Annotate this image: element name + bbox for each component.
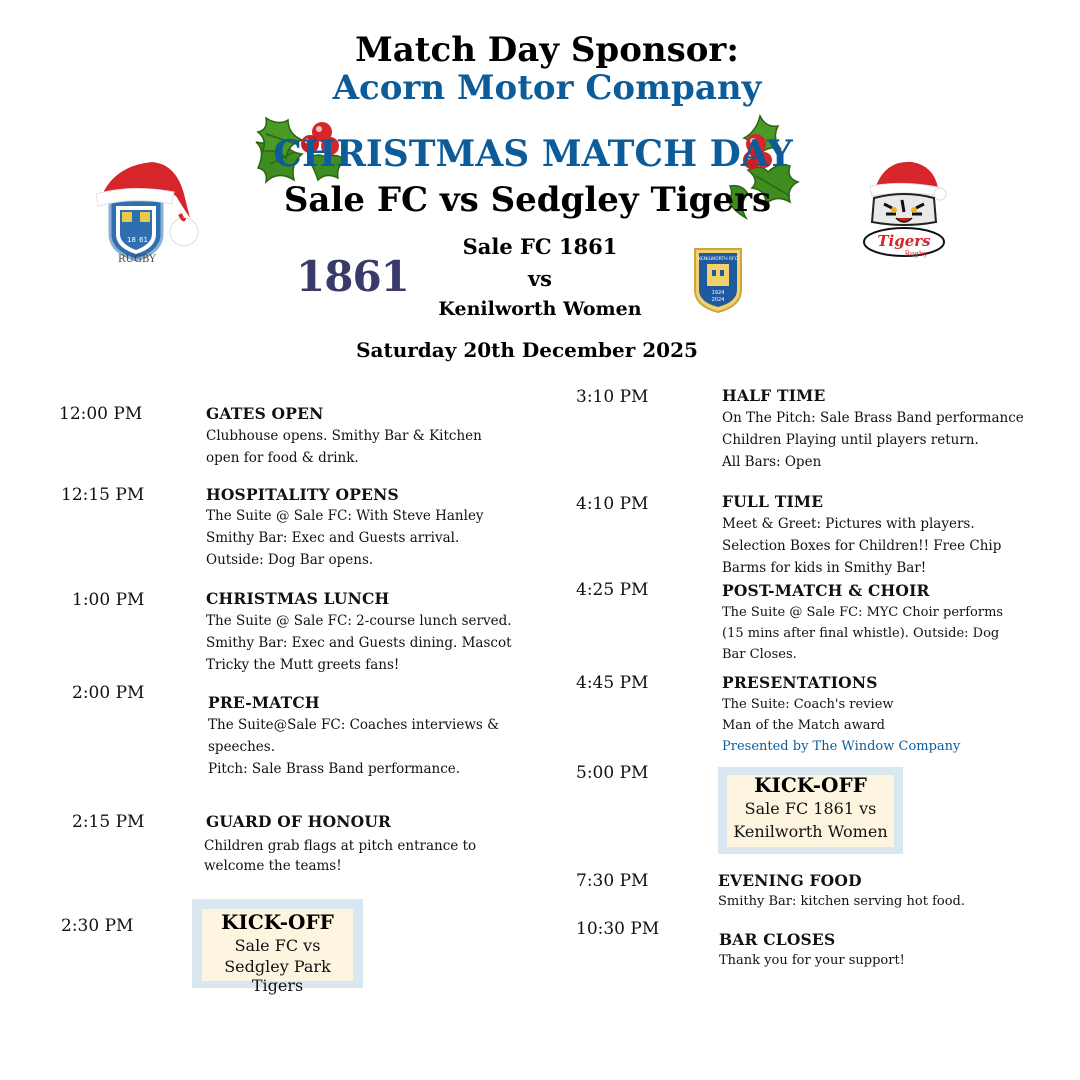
kenilworth-year-1: 1924 bbox=[711, 290, 725, 296]
women-fixture-vs: vs bbox=[527, 266, 553, 291]
kickoff-title: KICK-OFF bbox=[221, 910, 334, 934]
main-fixture-title: Sale FC vs Sedgley Tigers bbox=[283, 180, 772, 220]
schedule-time: 4:45 PM bbox=[576, 673, 649, 693]
schedule-title: PRESENTATIONS bbox=[722, 673, 878, 692]
schedule-description: Clubhouse opens. Smithy Bar & Kitchen open for food & drink. bbox=[206, 428, 482, 466]
sedgley-tigers-badge-icon bbox=[856, 156, 952, 262]
women-fixture-team1: Sale FC 1861 bbox=[462, 234, 618, 259]
sale-badge-year-left: 18 bbox=[127, 236, 136, 244]
schedule-time: 2:15 PM bbox=[72, 812, 145, 832]
event-date: Saturday 20th December 2025 bbox=[356, 338, 698, 362]
schedule-title: POST-MATCH & CHOIR bbox=[722, 581, 930, 600]
schedule-title: BAR CLOSES bbox=[719, 930, 836, 949]
schedule-time: 12:00 PM bbox=[59, 404, 143, 424]
schedule-title: CHRISTMAS LUNCH bbox=[206, 589, 390, 608]
schedule-description: The Suite @ Sale FC: 2-course lunch served. Smithy Bar: Exec and Guests dining. Mascot Tricky the Mutt greets fans! bbox=[206, 613, 512, 673]
schedule-time: 12:15 PM bbox=[61, 485, 145, 505]
kickoff-line: Kenilworth Women bbox=[733, 822, 888, 841]
women-fixture-team2: Kenilworth Women bbox=[438, 298, 642, 320]
schedule-time: 5:00 PM bbox=[576, 763, 649, 783]
kenilworth-top-text: KENILWORTH RFC bbox=[698, 257, 738, 262]
sale-rugby-text: RUGBY bbox=[118, 254, 156, 265]
sponsor-name: Acorn Motor Company bbox=[332, 68, 762, 108]
kickoff-line: Sale FC vs bbox=[234, 936, 321, 955]
schedule-title: EVENING FOOD bbox=[718, 871, 862, 890]
schedule-description: Thank you for your support! bbox=[719, 953, 905, 968]
schedule-description: The Suite @ Sale FC: With Steve Hanley Smithy Bar: Exec and Guests arrival. Outside: Dog Bar opens. bbox=[206, 508, 484, 568]
kickoff-line: Sedgley Park Tigers bbox=[224, 957, 331, 995]
tigers-sub-text: Rugby bbox=[904, 250, 928, 258]
schedule-title: GUARD OF HONOUR bbox=[206, 812, 392, 831]
schedule-description: The Suite @ Sale FC: MYC Choir performs (15 mins after final whistle). Outside: Dog Bar Closes. bbox=[722, 605, 1004, 662]
schedule-time: 4:10 PM bbox=[576, 494, 649, 514]
schedule-time: 4:25 PM bbox=[576, 580, 649, 600]
schedule-description: The Suite: Coach's review Man of the Match award Presented by The Window Company bbox=[722, 694, 960, 757]
schedule-description: Meet & Greet: Pictures with players. Selection Boxes for Children!! Free Chip Barms for kids in Smithy Bar! bbox=[722, 516, 1002, 576]
schedule-time: 2:00 PM bbox=[72, 683, 145, 703]
sale-badge-year-right: 61 bbox=[139, 236, 148, 244]
kenilworth-year-2: 2024 bbox=[711, 297, 725, 303]
kickoff-title: KICK-OFF bbox=[754, 773, 867, 797]
schedule-time: 7:30 PM bbox=[576, 871, 649, 891]
schedule-title: HALF TIME bbox=[722, 386, 826, 405]
schedule-description: On The Pitch: Sale Brass Band performance Children Playing until players return. All Bars: Open bbox=[722, 410, 1024, 470]
event-title: CHRISTMAS MATCH DAY bbox=[273, 133, 793, 175]
sponsor-label: Match Day Sponsor: bbox=[355, 30, 739, 70]
kickoff-box-main bbox=[192, 899, 363, 995]
schedule-time: 3:10 PM bbox=[576, 387, 649, 407]
schedule-description: Children grab flags at pitch entrance to welcome the teams! bbox=[204, 838, 477, 874]
year-1861-logo: 1861 bbox=[296, 252, 409, 301]
schedule-time: 1:00 PM bbox=[72, 590, 145, 610]
schedule-time: 2:30 PM bbox=[61, 916, 134, 936]
schedule-title: HOSPITALITY OPENS bbox=[206, 485, 399, 504]
sponsor-credit-link: Presented by The Window Company bbox=[722, 739, 961, 754]
tigers-text: Tigers bbox=[877, 232, 931, 250]
kickoff-box-women bbox=[718, 767, 903, 854]
schedule-description: Smithy Bar: kitchen serving hot food. bbox=[718, 894, 965, 909]
schedule-title: GATES OPEN bbox=[206, 404, 324, 423]
schedule-title: FULL TIME bbox=[722, 492, 824, 511]
sale-fc-badge-icon bbox=[92, 156, 204, 268]
kickoff-line: Sale FC 1861 vs bbox=[744, 799, 877, 818]
schedule-time: 10:30 PM bbox=[576, 919, 660, 939]
schedule-description: The Suite@Sale FC: Coaches interviews & speeches. Pitch: Sale Brass Band performance. bbox=[208, 717, 500, 777]
schedule-title: PRE-MATCH bbox=[208, 693, 320, 712]
